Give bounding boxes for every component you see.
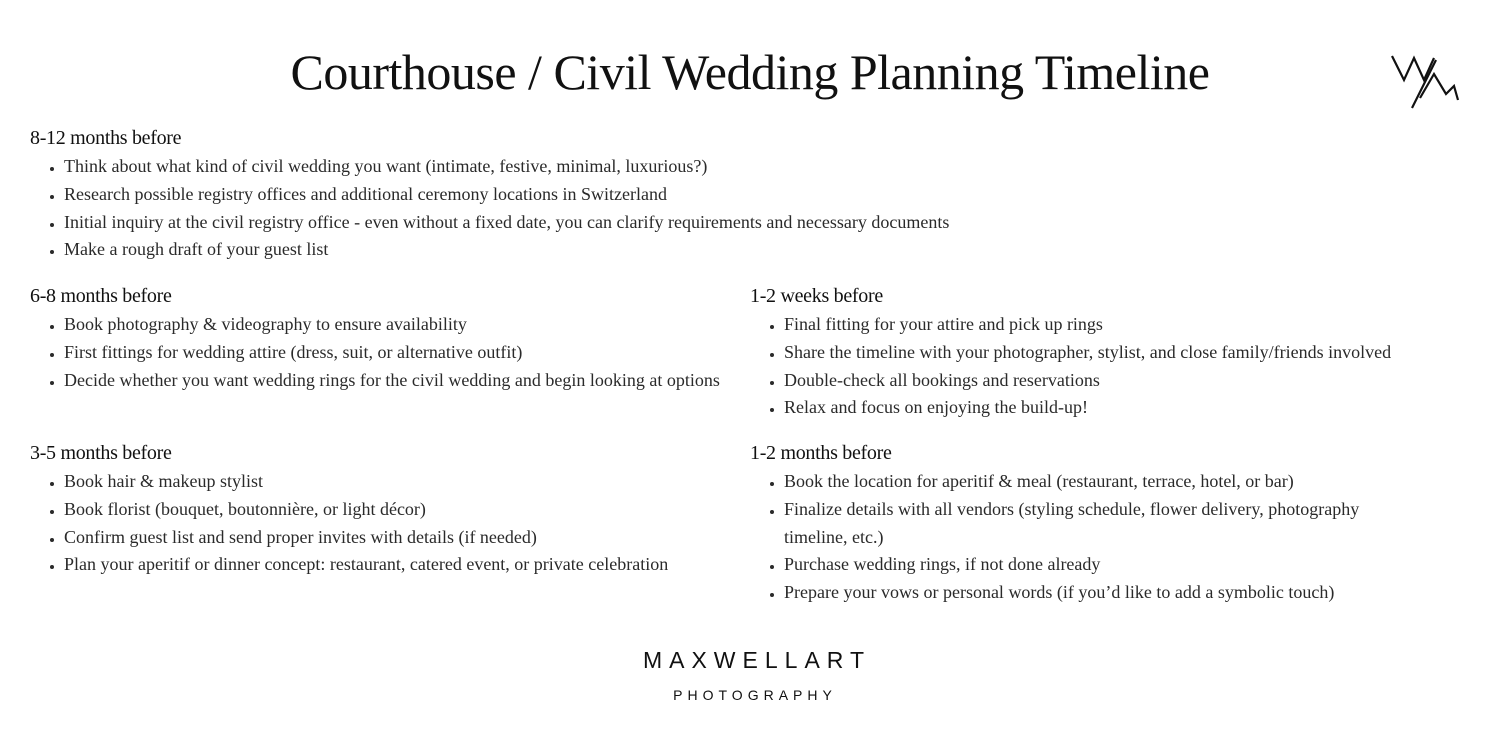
- list-item: • Decide whether you want wedding rings for the civil wedding and begin looking at options: [64, 367, 720, 395]
- section-6-8-months: [30, 283, 720, 394]
- task-list: [30, 311, 720, 394]
- task-list: [750, 311, 1470, 422]
- list-item: • Purchase wedding rings, if not done already: [784, 551, 1420, 579]
- list-item: • Double-check all bookings and reservations: [784, 367, 1470, 395]
- list-item: • Relax and focus on enjoying the build-up!: [784, 394, 1470, 422]
- section-1-2-months: [750, 440, 1420, 607]
- brand-name: MAXWELLART: [642, 647, 872, 673]
- list-item: • Book photography & videography to ensure availability: [64, 311, 720, 339]
- section-8-12-months: [30, 125, 1230, 264]
- section-heading: 8-12 months before: [30, 127, 182, 149]
- list-item: • Plan your aperitif or dinner concept: restaurant, catered event, or private celebration: [64, 551, 720, 579]
- task-list: [30, 468, 720, 579]
- list-item: • Research possible registry offices and additional ceremony locations in Switzerland: [64, 181, 1230, 209]
- list-item: • Finalize details with all vendors (styling schedule, flower delivery, photography timeline, etc.): [784, 496, 1420, 552]
- list-item: • Book hair & makeup stylist: [64, 468, 720, 496]
- list-item: • First fittings for wedding attire (dress, suit, or alternative outfit): [64, 339, 720, 367]
- list-item: • Share the timeline with your photographer, stylist, and close family/friends involved: [784, 339, 1470, 367]
- list-item: • Prepare your vows or personal words (if you’d like to add a symbolic touch): [784, 579, 1420, 607]
- list-item: • Book the location for aperitif & meal (restaurant, terrace, hotel, or bar): [784, 468, 1420, 496]
- page-title: Courthouse / Civil Wedding Planning Timeline: [290, 44, 1210, 100]
- section-1-2-weeks: [750, 283, 1470, 422]
- section-heading: 1-2 weeks before: [750, 285, 883, 307]
- section-heading: 6-8 months before: [30, 285, 172, 307]
- section-heading: 3-5 months before: [30, 442, 172, 464]
- list-item: • Make a rough draft of your guest list: [64, 236, 1230, 264]
- section-heading: 1-2 months before: [750, 442, 892, 464]
- list-item: • Initial inquiry at the civil registry office - even without a fixed date, you can clarify requirements and necessary documents: [64, 209, 1230, 237]
- list-item: • Book florist (bouquet, boutonnière, or light décor): [64, 496, 720, 524]
- task-list: [30, 153, 1230, 264]
- task-list: [750, 468, 1420, 607]
- list-item: • Confirm guest list and send proper invites with details (if needed): [64, 524, 720, 552]
- list-item: • Think about what kind of civil wedding you want (intimate, festive, minimal, luxurious?): [64, 153, 1230, 181]
- maxwellart-monogram-icon: [1390, 50, 1460, 112]
- section-3-5-months: [30, 440, 720, 579]
- brand-subtitle: PHOTOGRAPHY: [673, 687, 837, 703]
- list-item: • Final fitting for your attire and pick up rings: [784, 311, 1470, 339]
